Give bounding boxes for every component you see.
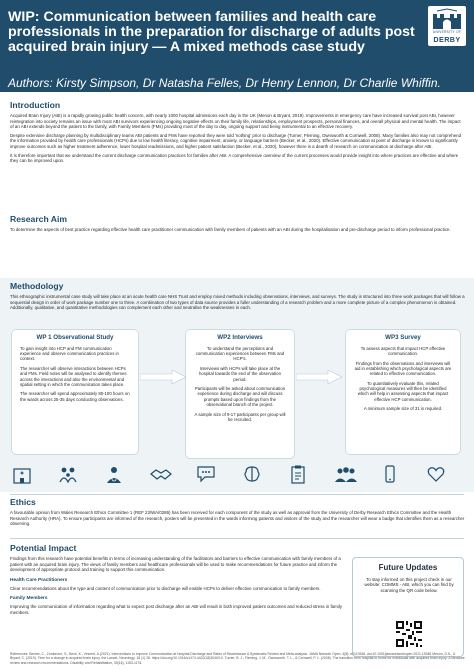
doctor-icon xyxy=(104,464,124,489)
future-updates-box xyxy=(352,557,464,657)
research-aim-paragraph: To determine the aspects of best practice regarding effective health care practitioner communication with family members of patients with an ABI during the hospitalisation and pre-discharge period to inform professional practice. xyxy=(10,227,451,232)
poster-header xyxy=(0,0,474,92)
arrow-right-icon xyxy=(140,370,186,384)
introduction-paragraph-3: It is therefore important that we understand the current discharge communication practices for families after ABI. A comprehensive overview of the current processes would provide insight into where practices are effective and where they can be improved upon. xyxy=(10,152,459,164)
castle-icon xyxy=(431,8,463,30)
methodology-section xyxy=(10,281,465,311)
research-aim-heading: Research Aim xyxy=(10,214,68,224)
ethics-heading: Ethics xyxy=(10,497,36,507)
introduction-section xyxy=(10,100,465,164)
heart-icon xyxy=(426,464,446,489)
logo-university-text: UNIVERSITY OF xyxy=(432,30,462,34)
impact-fm-text: Improving the communication of information regarding what to expect post discharge after an ABI will result in both improved patient outcomes and reduced stress in family members. xyxy=(10,604,342,615)
wp3-item: To assess aspects that impact HCP effective communication. xyxy=(360,346,446,357)
handshake-icon xyxy=(150,464,172,489)
references: References: Becker, C., Zumbrunn, S., Beck, K., Vincent, A.(2021). Interventions to Improve Communication at Hospital Discharge and Rates of Readmission A Systematic Review and Meta-analysis. JAMA Network Open. 4(8): e2119346. doi:10.1001/jamanetworkopen.2021.19346 Menon, D.K., & Bryant, C. (2019). Time for a change in acquired brain injury. the Lancet. Neurology, 18 (1) 28. https://doi.org/10.1016/s1474-4422(18)30463-0. Turner, B. J., Fleming, J. M., Ownsworth, T. L., & Cornwell, P. L. (2008). The transition from hospital to home for individuals with acquired brain injury: A literature review and research recommendations. Disability and Rehabilitation, 30(16), 1153-1176. xyxy=(10,652,465,665)
university-logo xyxy=(428,6,466,46)
clipboard-icon xyxy=(288,464,308,489)
introduction-paragraph-1: Acquired Brain Injury (ABI) is a rapidly growing public health concern, with nearly 1000 hospital admissions each day in the UK (Menon & Bryant, 2019). Improvements in emergency care have increased survival post ABI, however reintegration into society remains an issue with most ABI survivors experiencing ongoing negative effects on their family life, relationships, employment prospects, personal finances, and overall physical and mental health. The impact of an ABI extends beyond the patient to the family, with Family Members (FMs) providing most of the day to day, ongoing support and being instrumental to an effective recovery. xyxy=(10,113,461,130)
wp2-item: Interviews with HCPs will take place at the hospital towards the end of the observation period. xyxy=(199,366,281,382)
hospital-icon xyxy=(12,464,32,489)
wp2-item: To understand the perceptions and communication experiences between FMs and HCP's. xyxy=(195,346,285,362)
research-aim-section xyxy=(10,214,465,233)
divider xyxy=(10,494,464,495)
wp2-card xyxy=(186,330,294,458)
qr-code[interactable] xyxy=(396,621,422,647)
brain-icon xyxy=(242,464,262,489)
impact-heading: Potential Impact xyxy=(10,543,77,553)
impact-section xyxy=(10,543,344,616)
ethics-section xyxy=(10,497,465,527)
logo-derby-text: DERBY xyxy=(433,35,461,44)
ethics-paragraph: A favourable opinion from Wales Research Ethics Committee 1 (REF 23/WA/0286) has been received for each component of the study as well as approval from the University of Derby Research Ethics Committee and the Health Research Authority (HRA). To ensure participants are informed of the research, posters will be presented in the wards informing patients and visitors of the study and the researcher will wear a badge that identifies them as a researcher observing. xyxy=(10,510,465,527)
wp1-item: The researcher will observe interactions between HCPs and FMs. Field notes will be analysed to identify themes across the interactions and also the environmental and spatial setting in which the communication takes place. xyxy=(20,366,127,387)
impact-hcp-heading: Health Care Practitioners xyxy=(10,577,68,583)
divider xyxy=(10,538,464,539)
wp2-title: WP2 Interviews xyxy=(217,334,263,341)
family-icon xyxy=(58,464,78,489)
wp3-item: To quantitatively evaluate this, related psychological measures will then be identified which will help in assessing aspects that impact effective HCP communication. xyxy=(357,381,449,402)
wp3-item: A minimum sample size of 31 is required. xyxy=(363,406,443,412)
impact-fm-heading: Family Members xyxy=(10,596,48,602)
arrow-right-icon xyxy=(296,370,342,384)
phone-icon xyxy=(380,464,400,489)
introduction-paragraph-2: Despite extensive discharge planning by multidisciplinary teams ABI patients and FMs have reported they were told 'nothing' prior to discharge (Turner, Fleming, Ownsworth & Cornwell, 2008). Many families also may not comprehend the information provided by health care professionals (HCPs) due to low health literacy, cognitive impairment, anxiety, or language barriers (Becker, et al., 2020). Effective communication at point of discharge is known to significantly improve outcomes such as higher treatment adherence, lower hospital readmissions, and higher patient satisfaction (Becker, et al., 2020), however there is a dearth of research on communication at discharge after ABI. xyxy=(10,132,462,149)
impact-hcp-text: Clear recommendations about the type and content of communication prior to discharge will enable HCPs to deliver effective communication to family members. xyxy=(10,585,321,591)
icon-strip xyxy=(12,460,464,488)
introduction-heading: Introduction xyxy=(10,100,61,110)
wp1-item: To gain insight into HCP and FM communication experience and observe communication practices in context. xyxy=(20,346,119,362)
methodology-heading: Methodology xyxy=(10,281,64,291)
wp1-item: The researcher will spend approximately 80-100 hours on the wards across 25-35 days conducting observations. xyxy=(20,391,130,402)
people-icon xyxy=(334,464,358,489)
poster-authors: Authors: Kirsty Simpson, Dr Natasha Felles, Dr Henry Lennon, Dr Charlie Whiffin. xyxy=(8,76,441,90)
wp2-item: Participants will be asked about communication experience during discharge and will discuss prompts based upon findings from the observational branch of the project. xyxy=(194,386,286,407)
impact-paragraph: Findings from this research have potential benefits in terms of increasing understanding of the facilitators and barriers to effective communication with family members of a patient with an acquired brain injury. The views of family members and healthcare professionals will be used to make recommendations for future practice and inform the development of appropriate protocol and training to support this communication. xyxy=(10,556,341,573)
wp1-title: WP 1 Observational Study xyxy=(36,334,114,341)
chat-icon xyxy=(196,464,216,489)
future-updates-text: To stay informed on this project check in our website: COMMS - ABI, which you can find by scanning the QR code below. xyxy=(364,577,454,593)
wp3-card xyxy=(346,330,460,454)
methodology-paragraph: This ethnographic instrumental case study will take place at an acute health care NHS Trust and employ mixed methods including observations, interviews, and surveys. The study is structured into three work packages that will follow a sequential design in order of work package number one to three. A combination of two types of data source provides a fuller understanding of a research problem and a more complete picture of a complex phenomenon is obtained. Additionally, qualitative, and quantitative methodologies can complement each other and neutralise the weaknesses in each. xyxy=(10,294,465,311)
wp3-title: WP3 Survey xyxy=(385,334,421,341)
wp2-item: A sample size of 9-17 participants per group will be recruited. xyxy=(194,411,286,422)
poster-title: WIP: Communication between families and health care professionals in the preparation for discharge of adults post acquired brain injury — A mixed methods case study xyxy=(8,9,415,55)
future-updates-title: Future Updates xyxy=(378,563,438,572)
wp3-item: Findings from the observations and interviews will aid in establishing which psychological aspects are related to effective communication. xyxy=(354,360,452,377)
wp1-card xyxy=(12,330,138,454)
